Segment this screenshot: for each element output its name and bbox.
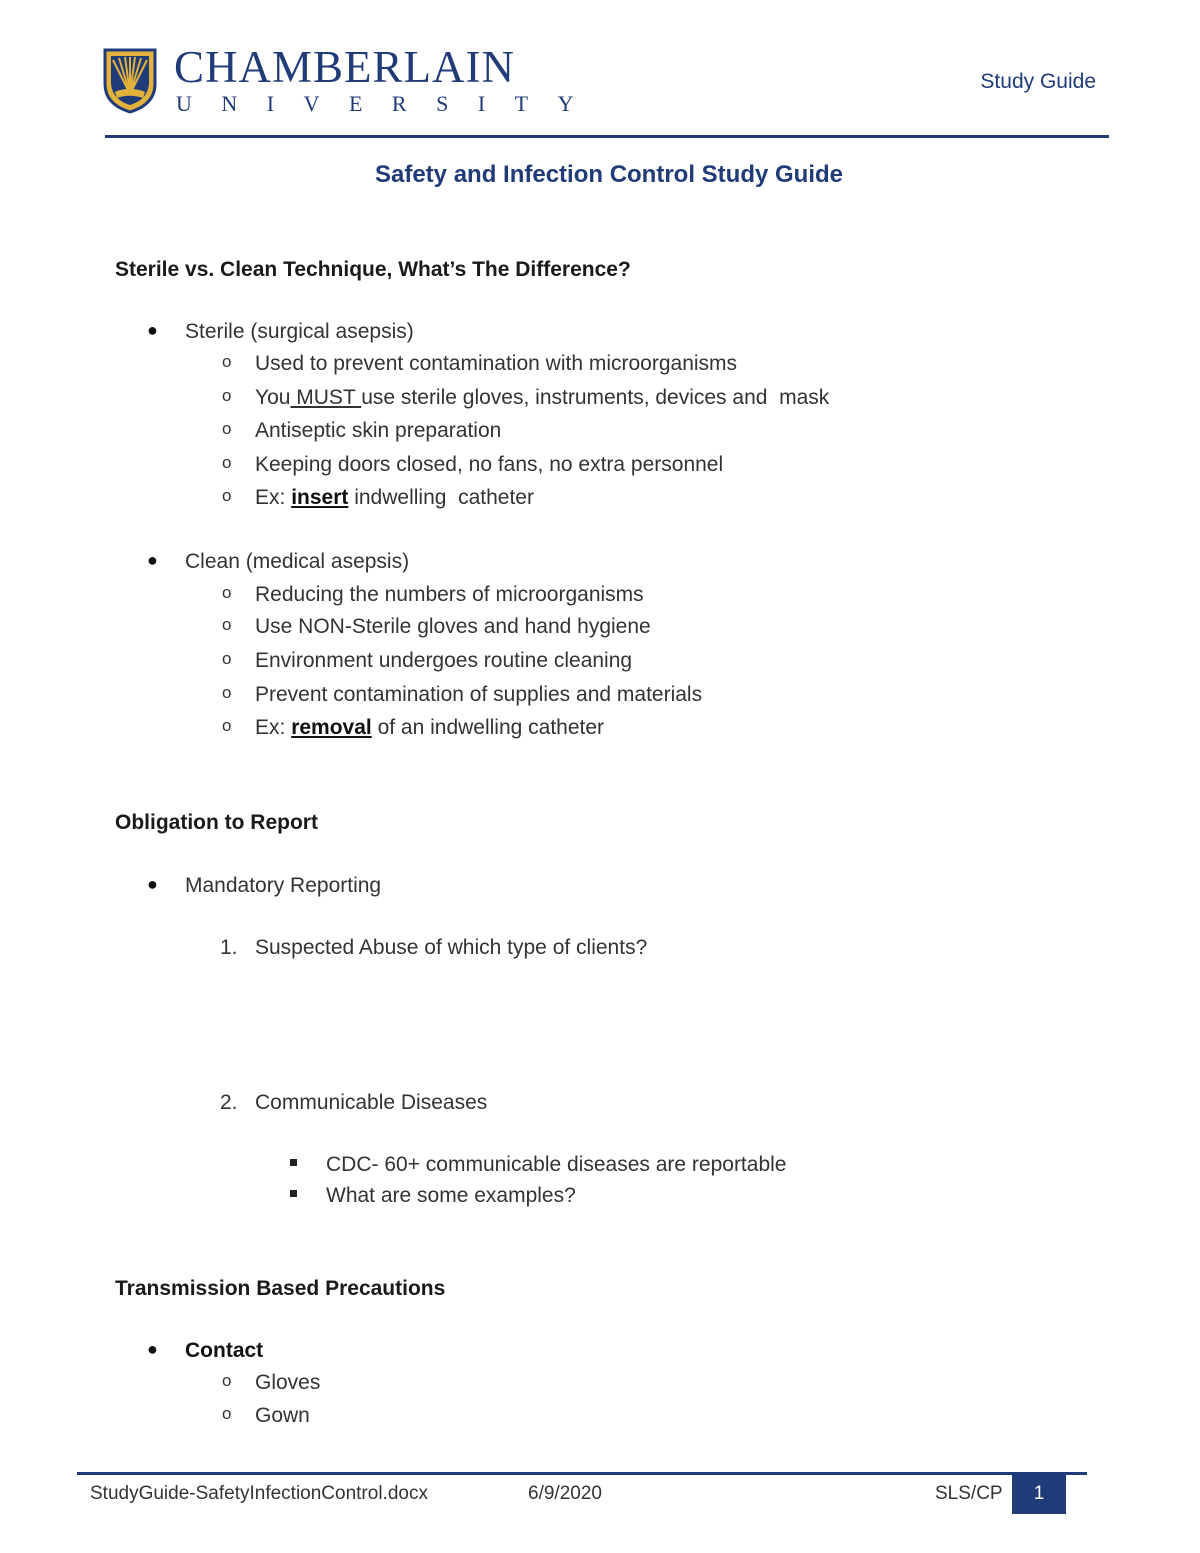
section-heading-precautions: Transmission Based Precautions [115, 1277, 446, 1300]
circle-bullet-icon: o [222, 352, 232, 371]
numbered-item-text: Communicable Diseases [255, 1091, 488, 1114]
sub-item-text: Used to prevent contamination with microorganisms [255, 352, 738, 375]
circle-bullet-icon: o [222, 683, 232, 702]
sub-item-text: Prevent contamination of supplies and materials [255, 683, 703, 706]
header-divider [105, 135, 1109, 138]
bullet-icon: ● [147, 1339, 158, 1359]
sub-item [222, 583, 644, 607]
footer-filename: StudyGuide-SafetyInfectionControl.docx [90, 1483, 428, 1504]
square-bullet-icon [290, 1159, 297, 1166]
sub-item [222, 352, 738, 376]
header-label: Study Guide [980, 70, 1096, 93]
circle-bullet-icon: o [222, 1404, 232, 1423]
circle-bullet-icon: o [222, 716, 232, 735]
logo-subtitle: UNIVERSITY [176, 91, 603, 116]
circle-bullet-icon: o [222, 583, 232, 602]
list-item-label: Mandatory Reporting [185, 874, 382, 897]
sub-item-text: Antiseptic skin preparation [255, 419, 502, 442]
list-item-sterile [147, 320, 414, 344]
sub-item [222, 386, 830, 410]
sub-item-text: Gown [255, 1404, 310, 1427]
sub-item-text: Environment undergoes routine cleaning [255, 649, 633, 672]
sub-item-text: indwelling catheter [348, 486, 534, 509]
sub-item [222, 716, 605, 740]
section-heading-report: Obligation to Report [115, 811, 318, 834]
shield-sunburst-icon [103, 48, 157, 114]
sub-item-text: Reducing the numbers of microorganisms [255, 583, 644, 606]
circle-bullet-icon: o [222, 1371, 232, 1390]
numbered-item [220, 936, 648, 960]
list-item-label: Contact [185, 1339, 264, 1362]
circle-bullet-icon: o [222, 615, 232, 634]
list-item-contact [147, 1339, 264, 1363]
bullet-icon: ● [147, 320, 158, 340]
emphasis-removal: removal [291, 716, 372, 739]
square-list-text: CDC- 60+ communicable diseases are reportable [326, 1153, 787, 1176]
numbered-item [220, 1091, 488, 1115]
list-item-mandatory-reporting [147, 874, 382, 898]
sub-item-text: Keeping doors closed, no fans, no extra personnel [255, 453, 724, 476]
list-item-label: Sterile (surgical asepsis) [185, 320, 414, 343]
circle-bullet-icon: o [222, 453, 232, 472]
sub-item-text: Ex: [255, 716, 292, 739]
square-bullet-icon [290, 1190, 297, 1197]
sub-item [222, 419, 502, 443]
sub-item-text: You [255, 386, 291, 409]
page-number: 1 [1012, 1474, 1066, 1514]
emphasis-insert: insert [291, 486, 349, 509]
footer-divider [77, 1472, 1087, 1475]
item-number: 2. [220, 1091, 238, 1114]
page-title: Safety and Infection Control Study Guide [374, 161, 844, 188]
circle-bullet-icon: o [222, 419, 232, 438]
bullet-icon: ● [147, 550, 158, 570]
circle-bullet-icon: o [222, 486, 232, 505]
sub-item-text: Use NON-Sterile gloves and hand hygiene [255, 615, 651, 638]
sub-item-text: Ex: [255, 486, 292, 509]
footer-initials: SLS/CP [935, 1483, 1003, 1504]
sub-item [222, 1404, 310, 1428]
sub-item [222, 649, 633, 673]
item-number: 1. [220, 936, 238, 959]
sub-item [222, 453, 724, 477]
bullet-icon: ● [147, 874, 158, 894]
footer-date: 6/9/2020 [528, 1483, 602, 1504]
sub-item [222, 683, 703, 707]
logo-wordmark: CHAMBERLAIN [174, 42, 516, 92]
circle-bullet-icon: o [222, 386, 232, 405]
circle-bullet-icon: o [222, 649, 232, 668]
sub-item [222, 1371, 321, 1395]
section-heading-technique: Sterile vs. Clean Technique, What’s The Difference? [115, 258, 631, 281]
numbered-item-text: Suspected Abuse of which type of clients? [255, 936, 648, 959]
sub-item-text: of an indwelling catheter [371, 716, 605, 739]
list-item-label: Clean (medical asepsis) [185, 550, 410, 573]
square-list-item [326, 1153, 786, 1177]
sub-item [222, 615, 651, 639]
sub-item-text: Gloves [255, 1371, 321, 1394]
sub-item [222, 486, 534, 510]
list-item-clean [147, 550, 410, 574]
sub-item-text: use sterile gloves, instruments, devices and mask [361, 386, 830, 409]
emphasis-must: MUST [290, 386, 362, 409]
square-list-text: What are some examples? [326, 1184, 576, 1207]
square-list-item [326, 1184, 576, 1208]
